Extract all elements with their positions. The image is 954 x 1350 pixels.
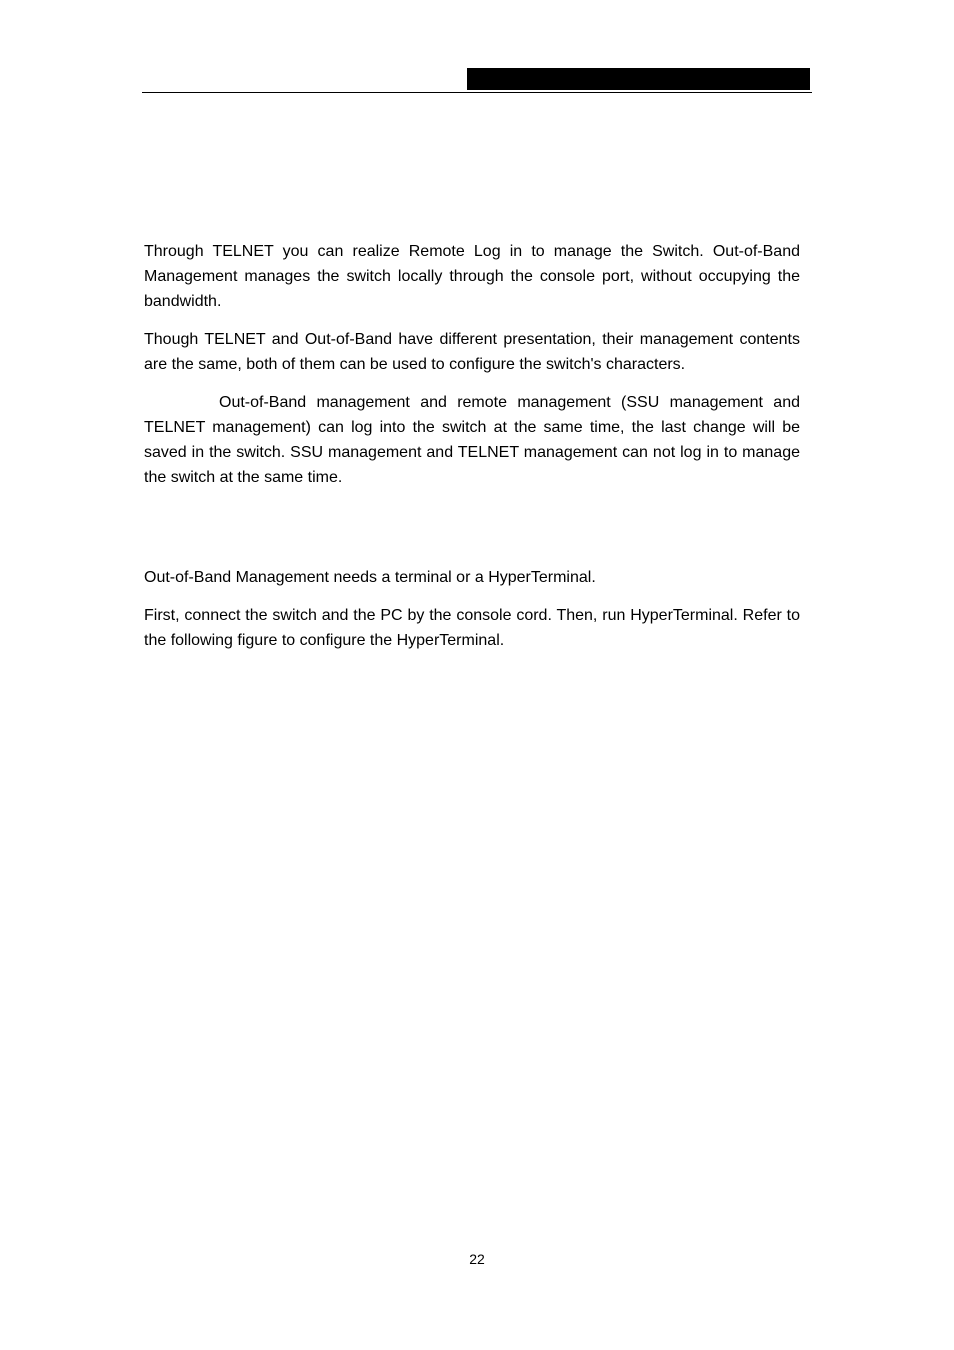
paragraph-note: Out-of-Band management and remote management (SSU management and TELNET management) can log into the switch at the same time, the last change will be saved in the switch. SSU management and TELNET management can not log in to manage the switch at the same time. [144,394,800,486]
header-bar [467,68,810,90]
page-content [144,239,800,666]
paragraph-connect-instructions: First, connect the switch and the PC by the console cord. Then, run HyperTerminal. Refer to the following figure to configure the HyperTerminal. [144,607,800,649]
section-spacer [144,503,800,565]
paragraph-management-contents: Though TELNET and Out-of-Band have different presentation, their management contents are the same, both of them can be used to configure the switch's characters. [144,331,800,373]
page-number: 22 [469,1251,485,1267]
paragraph-terminal-requirement: Out-of-Band Management needs a terminal or a HyperTerminal. [144,569,596,586]
header-rule [142,92,812,93]
paragraph-telnet-intro: Through TELNET you can realize Remote Log in to manage the Switch. Out-of-Band Management manages the switch locally through the console port, without occupying the bandwidth. [144,243,800,310]
